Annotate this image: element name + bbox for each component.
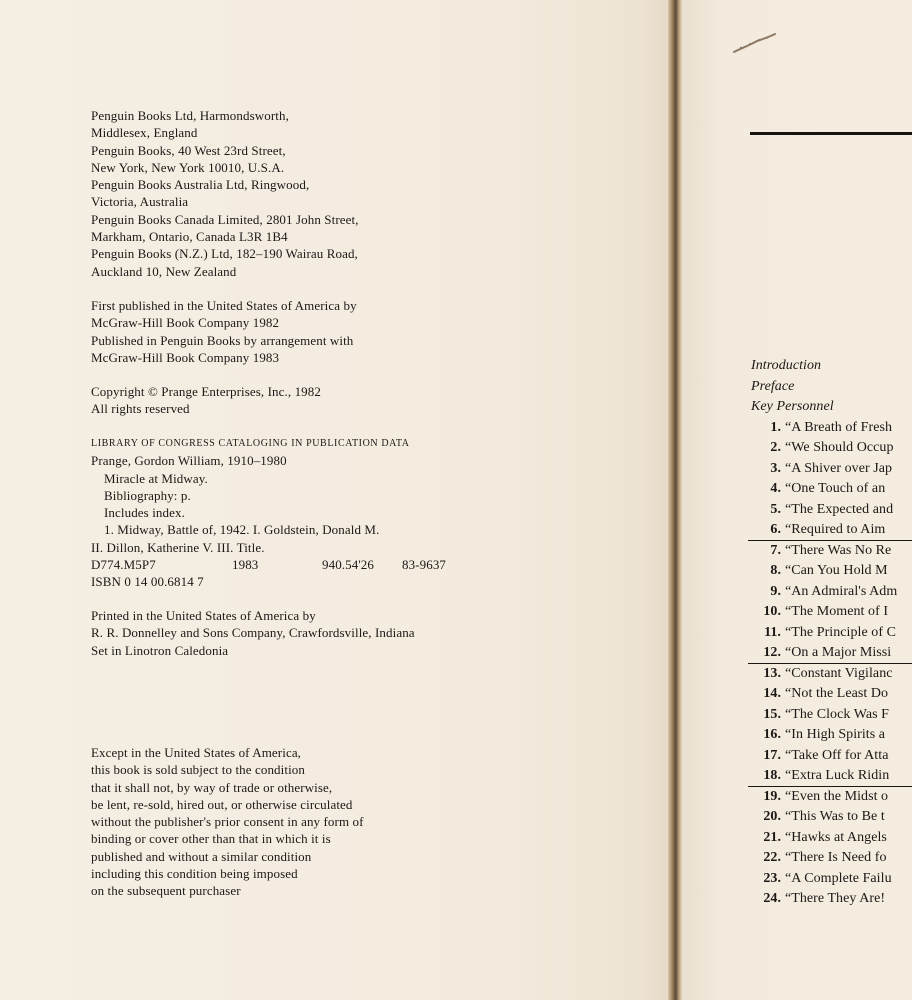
chapter-title: “Required to Aim <box>785 522 886 537</box>
rights-line: All rights reserved <box>91 401 190 417</box>
chapter-number: 11. <box>764 624 781 640</box>
table-of-contents <box>751 356 912 910</box>
classification-row <box>91 556 561 573</box>
chapter-number: 24. <box>763 891 781 906</box>
toc-chapter-6 <box>751 520 912 541</box>
toc-chapter-12 <box>751 643 912 664</box>
chapter-title: “Extra Luck Ridin <box>785 768 890 783</box>
chapter-title: “There They Are! <box>785 891 886 906</box>
toc-chapter-19 <box>751 787 912 808</box>
printing-line: Printed in the United States of America by <box>91 608 316 623</box>
address-line: Penguin Books Ltd, Harmondsworth, <box>91 108 289 123</box>
chapter-number: 7. <box>770 542 781 558</box>
toc-chapter-22 <box>751 848 912 869</box>
address-line: Victoria, Australia <box>91 194 189 210</box>
condition-line: Except in the United States of America, <box>91 745 302 760</box>
cataloging-subject-2: II. Dillon, Katherine V. III. Title. <box>91 539 265 555</box>
history-line: First published in the United States of America by <box>91 298 357 313</box>
chapter-title: “We Should Occup <box>785 440 894 455</box>
chapter-title: “A Complete Failu <box>785 870 892 886</box>
toc-chapter-18 <box>751 766 912 787</box>
chapter-number: 6. <box>770 522 781 537</box>
toc-chapter-5 <box>751 500 912 521</box>
address-line: Penguin Books (N.Z.) Ltd, 182–190 Wairau Road, <box>91 246 358 262</box>
publication-history <box>91 297 561 366</box>
chapter-number: 15. <box>763 706 781 722</box>
address-line: Middlesex, England <box>91 125 198 141</box>
toc-chapter-8 <box>751 561 912 582</box>
chapter-number: 19. <box>763 788 781 804</box>
chapter-title: “The Expected and <box>785 501 894 517</box>
toc-chapter-2 <box>751 438 912 459</box>
chapter-title: “Constant Vigilanc <box>785 665 893 681</box>
chapter-number: 14. <box>763 686 781 701</box>
toc-preface: Preface <box>751 378 795 394</box>
chapter-number: 20. <box>763 809 781 824</box>
condition-line: that it shall not, by way of trade or otherwise, <box>91 779 333 795</box>
chapter-number: 13. <box>763 665 781 681</box>
chapter-title: “Can You Hold M <box>785 563 888 578</box>
toc-chapter-13 <box>751 664 912 685</box>
classification-call-number: D774.M5P7 <box>91 557 156 573</box>
chapter-number: 16. <box>763 727 781 742</box>
chapter-title: “On a Major Missi <box>785 645 892 660</box>
toc-introduction: Introduction <box>751 358 822 373</box>
toc-chapter-3 <box>751 459 912 480</box>
isbn: ISBN 0 14 00.6814 7 <box>91 574 204 590</box>
book-gutter <box>668 0 682 1000</box>
classification-control-number: 83-9637 <box>402 557 447 573</box>
toc-chapter-1 <box>751 418 912 439</box>
chapter-title: “The Moment of I <box>785 604 889 619</box>
top-rule <box>750 132 912 135</box>
chapter-number: 18. <box>763 768 781 783</box>
address-line: Auckland 10, New Zealand <box>91 263 237 279</box>
classification-year: 1983 <box>232 557 259 573</box>
condition-line: be lent, re-sold, hired out, or otherwise circulated <box>91 796 353 812</box>
condition-line: published and without a similar condition <box>91 848 312 864</box>
chapter-title: “The Clock Was F <box>785 706 890 722</box>
chapter-title: “A Breath of Fresh <box>785 419 893 435</box>
toc-chapter-16 <box>751 725 912 746</box>
cataloging-heading: LIBRARY OF CONGRESS CATALOGING IN PUBLICATION DATA <box>91 438 410 449</box>
paper-speck <box>730 31 778 56</box>
toc-chapter-4 <box>751 479 912 500</box>
chapter-number: 5. <box>770 501 781 517</box>
toc-chapter-24 <box>751 889 912 910</box>
condition-line: binding or cover other than that in which it is <box>91 831 331 847</box>
chapter-title: “The Principle of C <box>785 624 896 640</box>
address-line: Penguin Books Australia Ltd, Ringwood, <box>91 177 310 193</box>
chapter-number: 22. <box>763 850 781 865</box>
condition-line: including this condition being imposed <box>91 866 298 882</box>
chapter-title: “A Shiver over Jap <box>785 460 893 476</box>
chapter-title: “This Was to Be t <box>785 809 885 824</box>
chapter-title: “Not the Least Do <box>785 686 889 701</box>
toc-chapter-21 <box>751 828 912 849</box>
toc-key-personnel: Key Personnel <box>751 399 834 414</box>
chapter-number: 10. <box>763 604 781 619</box>
toc-chapter-7 <box>751 541 912 562</box>
toc-chapter-9 <box>751 582 912 603</box>
address-line: Penguin Books, 40 West 23rd Street, <box>91 142 286 158</box>
toc-chapter-20 <box>751 807 912 828</box>
chapter-number: 9. <box>770 583 781 599</box>
toc-chapter-23 <box>751 869 912 890</box>
chapter-title: “Even the Midst o <box>785 788 889 804</box>
chapter-title: “There Is Need fo <box>785 850 887 865</box>
cataloging-title: Miracle at Midway. <box>104 470 208 486</box>
printing-line: Set in Linotron Caledonia <box>91 642 229 658</box>
chapter-title: “There Was No Re <box>785 542 892 558</box>
chapter-number: 2. <box>770 440 781 455</box>
chapter-title: “One Touch of an <box>785 481 886 496</box>
chapter-title: “Take Off for Atta <box>785 747 889 763</box>
address-line: Penguin Books Canada Limited, 2801 John Street, <box>91 211 359 227</box>
condition-line: without the publisher's prior consent in any form of <box>91 814 364 830</box>
condition-line: on the subsequent purchaser <box>91 883 241 899</box>
chapter-number: 17. <box>763 747 781 763</box>
publisher-addresses <box>91 107 561 280</box>
chapter-number: 8. <box>770 563 781 578</box>
chapter-number: 12. <box>763 645 781 660</box>
toc-chapter-10 <box>751 602 912 623</box>
toc-chapter-14 <box>751 684 912 705</box>
chapter-number: 3. <box>770 460 781 476</box>
classification-dewey: 940.54'26 <box>322 557 374 573</box>
toc-chapter-15 <box>751 705 912 726</box>
toc-chapter-17 <box>751 746 912 767</box>
chapter-number: 21. <box>763 829 781 845</box>
history-line: Published in Penguin Books by arrangement with <box>91 332 354 348</box>
cataloging-author: Prange, Gordon William, 1910–1980 <box>91 453 287 469</box>
chapter-number: 1. <box>770 419 781 435</box>
cataloging-index: Includes index. <box>104 505 185 521</box>
printing-line: R. R. Donnelley and Sons Company, Crawfordsville, Indiana <box>91 625 415 641</box>
printing-details <box>91 607 561 659</box>
address-line: Markham, Ontario, Canada L3R 1B4 <box>91 229 288 245</box>
chapter-number: 4. <box>770 481 781 496</box>
chapter-title: “An Admiral's Adm <box>785 583 898 599</box>
copyright-line: Copyright © Prange Enterprises, Inc., 1982 <box>91 384 321 399</box>
toc-chapter-11 <box>751 623 912 644</box>
cataloging-subject-1: 1. Midway, Battle of, 1942. I. Goldstein, Donald M. <box>104 522 380 538</box>
chapter-number: 23. <box>763 870 781 886</box>
cataloging-bibliography: Bibliography: p. <box>104 487 191 503</box>
cataloging-data <box>91 435 561 591</box>
history-line: McGraw-Hill Book Company 1982 <box>91 315 280 331</box>
condition-line: this book is sold subject to the condition <box>91 762 305 778</box>
copyright-notice <box>91 383 561 418</box>
chapter-title: “In High Spirits a <box>785 727 886 742</box>
chapter-title: “Hawks at Angels <box>785 829 887 845</box>
address-line: New York, New York 10010, U.S.A. <box>91 159 285 175</box>
history-line: McGraw-Hill Book Company 1983 <box>91 349 280 365</box>
sale-conditions <box>91 744 561 900</box>
